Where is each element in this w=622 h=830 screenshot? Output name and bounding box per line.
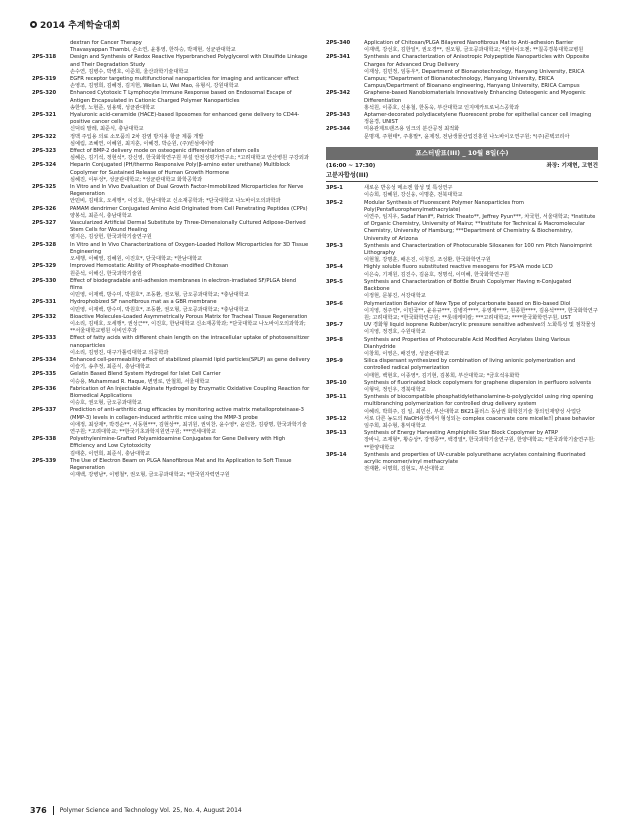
entry-authors: 원준석, 이해신, 한국과학기술원 [70,270,142,277]
entry-body [364,54,598,90]
entry-code: 3PS-13 [326,430,347,437]
abstract-entry [32,278,310,300]
abstract-entry [326,40,598,54]
entry-title: Graphene-based Nanobiomaterials Innovatively Enhancing Osteogenic and Myogenic Differentiation [364,90,586,104]
entry-authors: 송한영, 노현준, 임용택, 성균관대학교 [70,104,156,111]
abstract-entry [326,112,598,126]
entry-authors: 이승호, 권오형, 금오공과대학교 [70,400,142,407]
abstract-entry [326,394,598,416]
abstract-entry [326,358,598,380]
entry-code: 2PS-328 [32,241,57,248]
entry-title: Enhanced cell-permeability effect of stabilized plasmid lipid particles(SPLP) as gene delivery [70,356,310,363]
entry-title: Synthesis of Energy Harvesting Amphiphilic Star Block Copolymer by ATRP [364,430,558,437]
entry-title: Silica dispersant synthesized by combination of living anionic polymerization and controlled radical polymerization [364,358,576,372]
entry-authors: 심혜진, 이두성*, 성균관대학교; *성균관대학교 화학공학과 [70,176,203,183]
abstract-entry [326,322,598,336]
abstract-entry [326,126,598,140]
entry-body [364,243,598,265]
abstract-entry [32,458,310,480]
abstract-entry [326,430,598,452]
abstract-entry [32,134,310,148]
entry-title: Synthesis of biocompatible phosphatidylethanolamine-b-polyglycidol using ring opening multibranching polymerization for controlled drug delivery system [364,394,594,408]
entry-body [70,90,310,112]
entry-title: Aptamer-decorated polydiacetylene fluorescent probe for epithelial cancer cell imaging [364,112,592,119]
entry-title: The Use of Electron Beam on PLGA Nanofibrous Mat and Its Application to Soft Tissue Regeneration [70,457,292,471]
entry-body [70,184,310,206]
entry-body [70,220,310,242]
entry-code: 3PS-12 [326,415,347,422]
entry-code: 2PS-334 [32,356,57,363]
entry-body [70,436,310,458]
entry-title: In Vitro and In Vivo Evaluation of Dual Growth Factor-Immobilized Microparticles for Nerve Regeneration [70,184,304,198]
entry-title: Synthesis and properties of UV-curable polyurethane acrylates containing fluorinated acrylic monomer/vinyl methacrylate [364,451,586,465]
entry-title: Prediction of anti-arthritic drug efficacies by monitoring active matrix metalloproteinase-3 (MMP-3) levels in collagen-induced arthritic mice using the MMP-3 probe [70,407,304,421]
entry-authors: 이태헌, 백현호, 이종영*, 김기현, 김봉희, 부산대학교; *금호석유화학 [364,372,520,379]
entry-title: Synthesis and Properties of Photocurable Acid Modified Acrylates Using Various Dianhydride [364,336,570,350]
entry-authors: 이은숙, 기재원, 김진수, 김윤호, 정명석, 이미혜, 한국화학연구원 [364,271,510,278]
entry-body [364,322,598,336]
entry-authors: 홍석원, 이종호, 신용철, 한동욱, 부산대학교 인지메카트로닉스공학과 [364,104,520,111]
entry-title: Design and Synthesis of Redox Reactive Hyperbranched Polyglycerol with Disulfide Linkage and Their Degradation Study [70,54,308,68]
entry-body [70,242,310,264]
entry-authors: 손영조, 김영희, 김혜정, 김지헌, Weilan Li, Wei Mao, 유형식, 강원대학교 [70,83,239,90]
entry-authors: 이현철, 강명훈, 배은진, 이청진, 조성환, 한국화학연구원 [364,257,491,264]
entry-body [364,185,598,199]
entry-code: 3PS-2 [326,199,343,206]
entry-authors: 정윤경, UNIST [364,119,399,126]
entry-code: 3PS-3 [326,242,343,249]
entry-authors: 이지영, 정주연*, 이민국**, 윤유규***, 김병각****, 유영재****, 원종한****, 김용석****, 한국화학연구원; 고려대학교; *한국화학연구원; **롯데케미칼; ***고려대학교; ****한국화학연구원, UST [364,307,598,321]
entry-authors: 이승용, Muhammad R. Haque, 변영로, 안철희, 서울대학교 [70,378,210,385]
page-header [30,18,120,31]
entry-body [70,76,310,90]
entry-body [364,264,598,278]
right-top-entries [326,40,598,141]
entry-code: 3PS-4 [326,264,343,271]
entry-title: Synthesis and Characterization of Bottle Brush Copolymer Having π-Conjugated Backbone [364,278,572,293]
entry-body [364,301,598,323]
entry-authors: 안민비, 김태호, 오세행*, 이진호, 한남대학교 신소재공학과; *단국대학교 나노바이오의과학과 [70,198,281,205]
entry-title: EGFR receptor targeting multifunctional nanoparticles for imaging and anticancer effect [70,76,299,83]
journal-info: Polymer Science and Technology Vol. 25, No. 4, August 2014 [59,807,242,814]
entry-code: 2PS-319 [32,76,57,83]
page-footer [30,806,242,815]
abstract-entry [32,371,310,385]
entry-authors: 심예림, 조혜연, 이혜원, 최지훈, 이혜경, 박순원, (주)빈섬에이랑 [70,140,215,147]
entry-code: 2PS-340 [326,40,351,46]
entry-title: Highly soluble fluoro substituted reactive mesogens for PS-VA mode LCD [364,264,553,271]
abstract-entry [32,76,310,90]
abstract-entry [326,264,598,278]
entry-code: 2PS-318 [32,54,57,61]
abstract-entry [326,380,598,394]
entry-body [70,357,310,371]
entry-code: 2PS-325 [32,184,57,191]
entry-title: Fabrication of An Injectable Alginate Hydrogel by Enzymatic Oxidative Coupling Reaction for Biomedical Applications [70,385,310,399]
entry-title: In Vitro and In Vivo Characterizations of Oxygen-Loaded Hollow Microparticles for 3D Tissue Engineering [70,241,309,255]
header-title: 2014 추계학술대회 [40,21,121,31]
entry-title: 미용관제트랜즈용 임크의 분산공정 최적화 [364,126,460,133]
entry-title: Enhanced Cytotoxic T Lymphocyte Immune Response based on Endosomal Escape of Antigen Encapsulated in Cationic Charged Polymer Nanoparticles [70,90,292,104]
entry-code: 2PS-333 [32,335,57,342]
abstract-entry [32,357,310,371]
entry-code: 3PS-14 [326,451,347,458]
entry-title: UV 경화형 liquid isoprene Rubber/acrylic pressure sensitive adhesive의 노화특성 및 점착물성 [364,322,596,329]
entry-code: 2PS-327 [32,220,57,227]
entry-authors: 이연주, 임지우, Sadaf Hanif*, Patrick Theato**, Jeffrey Pyun***, 차국헌, 서울대학교; *Institute of Organic Chemistry, University of Mainz; **Institute for Technical & Macromolecular Chemistry, University of Hamburg; ***Department of Chemistry & Biochemistry, University of Arizona [364,214,596,242]
abstract-entry [326,416,598,430]
entry-code: 2PS-336 [32,385,57,392]
entry-code: 3PS-10 [326,379,347,386]
entry-title: 서로 다른 농도의 NaOH용액에서 형성되는 complex coacervate core micelle의 phase behavior [364,415,595,422]
entry-body [364,380,598,394]
entry-code: 2PS-330 [32,277,57,284]
entry-authors: 이재백, 강병남*, 이병철*, 권오형, 금오공과대학교; *한국원자력연구원 [70,472,230,479]
entry-code: 2PS-332 [32,313,57,320]
entry-body [364,337,598,359]
entry-authors: 이애정, 최상재*, 박경순**, 서동현***, 김현상**, 최귀원, 권익찬, 윤수영*, 윤인찬, 김광명, 한국과학기술연구원; *고려대학교; **한국기초과학지원연구원; ***연세대학교 [70,421,307,435]
abstract-entry [32,112,310,134]
left-column [32,40,310,479]
entry-authors: 이소리, 김영진, 대구가톨릭대학교 의공학과 [70,349,169,356]
entry-title: Synthesis and Characterization of Photocurable Siloxanes for 100 nm Pitch Nanoimprint Lithography [364,242,593,257]
entry-body [364,430,598,452]
abstract-entry [32,386,310,408]
entry-body [70,162,310,184]
entry-body [70,314,310,336]
entry-body [70,458,310,480]
right-column [326,40,598,473]
entry-body [364,126,598,140]
entry-body [364,416,598,430]
entry-code: 2PS-320 [32,90,57,97]
entry-title: Heparin Conjugated (PH/thermo Responsive Poly(β-amino ester urethane) Multiblock Copolymer for Sustained Release of Human Growth Hormone [70,162,290,176]
entry-authors: 양봉석, 최준식, 충남대학교 [70,212,132,219]
entry-code: 3PS-7 [326,322,343,329]
entry-body [364,358,598,380]
abstract-entry [32,407,310,436]
abstract-entry [326,243,598,265]
entry-authors: 전재환, 이명희, 김현도, 부산대학교 [364,466,445,473]
entry-body [70,263,310,277]
entry-authors: 이형덕, 정인우, 경북대학교 [364,386,426,393]
entry-authors: 이창희, 이영은, 배진영, 성균관대학교 [364,350,450,357]
poster-session-banner: 포스터발표(III) _ 10월 8일(수) [326,147,598,160]
entry-authors: 이민영, 이재백, 방수미, 박원호*, 조동환, 권오형, 금오공과대학교; *충남대학교 [70,292,249,299]
entry-code [32,40,70,54]
entry-code: 2PS-339 [32,457,57,464]
entry-body [70,148,310,162]
entry-body [364,112,598,126]
entry-body [70,386,310,408]
page-number: 376 [30,806,47,815]
entry-authors: 이소리, 김태호, 오세행*, 권성근**, 이진호, 한남대학교 신소재공학과; *단국대학교 나노바이오의과학과; **서울대학교병원 이비인후과 [70,320,306,335]
entry-body [70,278,310,300]
entry-code: 3PS-8 [326,336,343,343]
entry-code: 2PS-344 [326,126,351,133]
abstract-entry [32,162,310,184]
abstract-entry [32,335,310,357]
abstract-entry [32,436,310,458]
entry-title: PAMAM dendrimer Conjugated Amino Acid Originated from Cell Penetrating Peptides (CPPs) [70,205,308,212]
abstract-entry [32,263,310,277]
entry-code: 2PS-324 [32,162,57,169]
entry-authors: 문명재, 주현태*, 주홍말*, 윤제정, 전남생물산업진흥원 나노바이오연구원; *(주)콘텍코리아 [364,133,570,140]
entry-body [364,40,598,54]
entry-body [364,394,598,416]
entry-authors: 이재백, 강선호, 김한일*, 권오경**, 권오형, 금오공과대학교; *원바이오젠; **칠곡경북대학교병원 [364,47,584,54]
entry-code: 2PS-343 [326,112,351,119]
entry-title: Gelatin Based Blend System Hydrogel for Islet Cell Carrier [70,371,221,378]
entry-title: Polymerization Behavior of New Type of polycarbonate based on Bio-based Diol [364,300,571,307]
entry-authors: 김태훈, 이연희, 최준식, 충남대학교 [70,450,151,457]
entry-body [70,335,310,357]
abstract-entry [32,54,310,76]
entry-code: 3PS-9 [326,358,343,365]
entry-body [70,40,310,54]
entry-authors: Thavasyappan Thambi, 손소연, 윤홍영, 한하승, 박재현, 성균관대학교 [70,47,236,54]
entry-code: 2PS-341 [326,54,351,61]
abstract-entry [32,206,310,220]
abstract-entry [326,90,598,112]
session-chair: 좌장: 기재현, 고현건 [546,162,598,169]
session-time: (16:00 ~ 17:30) [326,162,376,169]
entry-body [364,279,598,301]
entry-title: Hydrophobized SF nanofibrous mat as a GBR membrane [70,299,217,306]
entry-body [70,134,310,148]
entry-body [70,206,310,220]
entry-authors: 장바니, 조재형*, 황승상*, 강영종**, 백경열*, 한국과학기술연구원, 한양대학교; *한국과학기술연구원; **한양대학교 [364,437,595,451]
entry-authors: 이혜리, 박희주, 김 일, 최민선, 부산대학교 BK21플러스 동남권 화학친기술 창의인재양성 사업단 [364,408,582,415]
entry-code: 3PS-5 [326,278,343,285]
entry-authors: 이슬기, 송추정, 최준식, 충남대학교 [70,364,151,371]
entry-code: 2PS-322 [32,133,57,140]
entry-title: 새로운 반응성 메소겐 합성 및 특성연구 [364,185,453,192]
entry-code: 2PS-323 [32,148,57,155]
abstract-entry [32,90,310,112]
abstract-entry [32,242,310,264]
entry-body [364,200,598,243]
entry-title: Application of Chitosan/PLGA Bilayered Nanofibrous Mat to Anti-adhesion Barrier [364,40,574,46]
entry-authors: 신덕티 말레, 최준식, 충남대학교 [70,126,144,133]
footer-divider [53,806,54,815]
session-info [326,163,598,170]
abstract-entry [32,184,310,206]
entry-code: 3PS-11 [326,394,347,401]
entry-title: Effect of BMP-2 delivery mode on osteogenic differentiation of stem cells [70,148,260,155]
entry-title: Hyaluronic acid-ceramide (HACE)-based liposomes for enhanced gene delivery to CD44-positive cancer cells [70,112,300,126]
entry-code: 3PS-1 [326,185,343,192]
entry-title: Improved Hemostatic Ability of Phosphate-modified Chitosan [70,263,229,270]
entry-authors: 이민영, 이재백, 방수미, 박원호*, 조동환, 권오형, 금오공과대학교; *충남대학교 [70,306,249,313]
entry-body [70,371,310,385]
entry-code: 3PS-6 [326,300,343,307]
entry-authors: 이지영, 정경호, 수원대학교 [364,329,426,336]
abstract-entry [326,54,598,90]
abstract-entry [326,452,598,474]
entry-title: Polyethylenimine-Grafted Polyamidoamine Conjugates for Gene Delivery with High Efficiency and Low Cytotoxicity [70,436,286,450]
entry-title: Effect of biodegradable anti-adhesion membranes in electron-irradiated SF/PLGA blend films [70,277,297,291]
entry-code: 2PS-337 [32,407,57,414]
right-bottom-entries [326,185,598,473]
entry-authors: 오세행, 이혜영, 김혜원, 이진호*, 단국대학교; *한남대학교 [70,256,203,263]
abstract-entry [32,148,310,162]
entry-title: Synthesis and Characterization of Anisotropic Polypeptide Nanoparticles with Opposite Charges for Advanced Drug Delivery [364,54,590,68]
entry-authors: 염지은, 김상헌, 한국과학기술연구원 [70,234,152,241]
entry-code: 2PS-329 [32,263,57,270]
entry-title: Bioactive Molecules-Loaded Asymmetrically Porous Matrix for Tracheal Tissue Regeneration [70,313,308,320]
abstract-entry [326,200,598,243]
abstract-entry [32,40,310,54]
entry-authors: 심혜은, 김기석, 정현석*, 강신영, 한국화학연구원 부설 안전성평가연구소; *고려대학교 안산병원 구강외과 [70,155,309,162]
entry-title: Vascularized Artificial Dermal Substitute by Three-Dimensionally Cultured Adipose-Derived Stem Cells for Wound Healing [70,220,306,234]
entry-body [364,90,598,112]
entry-code: 2PS-342 [326,90,351,97]
entry-title: Modular Synthesis of Fluorescent Polymer Nanoparticles from Poly(Pentafluorophenylmethacrylate) [364,199,524,213]
session-name: 고분자합성(III) [326,172,598,182]
entry-authors: 이정현, 문봉진, 서강대학교 [364,293,426,300]
entry-body [70,407,310,436]
entry-body [364,452,598,474]
entry-code: 2PS-326 [32,205,57,212]
abstract-entry [326,185,598,199]
abstract-entry [326,337,598,359]
entry-authors: 이승희, 김혜원, 강신웅, 이명훈, 전북대학교 [364,192,463,199]
abstract-entry [326,279,598,301]
entry-title: Synthesis of fluorinated block copolymers for graphene dispersion in perfluoro solvents [364,379,592,386]
abstract-entry [32,299,310,313]
entry-code: 2PS-335 [32,371,57,378]
entry-body [70,54,310,76]
entry-authors: 이재상, 김민정, 임동우*, Department of Bionanotechnology, Hanyang University, ERICA Campus; *Department of Bionanotechnology, Hanyang University, ERICA Campus/Department of Bioanano engineering, Hanyang University, ERICA Campus [364,68,585,90]
entry-title: 정맥 주입용 의료 소모품의 2차 감염 방지용 항균 제품 개발 [70,133,204,140]
entry-title: Effect of fatty acids with different chain length on the intracellular uptake of photosensitizer nanoparticles [70,335,310,349]
entry-code: 2PS-338 [32,436,57,443]
entry-body [70,299,310,313]
entry-authors: 손수연, 김병수, 박병호, 이준희, 울산과학기술대학교 [70,68,189,75]
entry-code: 2PS-331 [32,299,57,306]
abstract-entry [32,314,310,336]
circle-bullet-icon [30,21,37,28]
entry-code: 2PS-321 [32,112,57,119]
entry-title: dextran for Cancer Therapy [70,40,142,46]
entry-authors: 임주희, 최수형, 홍익대학교 [364,422,426,429]
entry-body [70,112,310,134]
abstract-entry [326,301,598,323]
abstract-entry [32,220,310,242]
